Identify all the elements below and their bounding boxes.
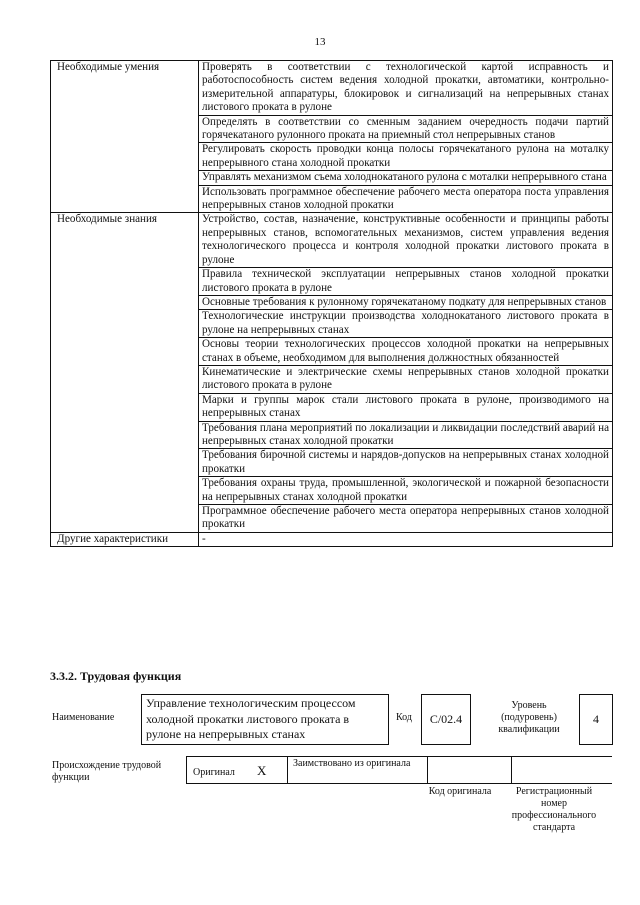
table-row xyxy=(51,61,613,116)
level-box xyxy=(579,694,613,745)
knowledge-item: Основные требования к рулонному горячекатаному подкату для непрерывных станов xyxy=(199,295,613,309)
code-box xyxy=(421,694,471,745)
skills-header: Необходимые умения xyxy=(51,61,199,213)
name-box xyxy=(141,694,389,745)
knowledge-item: Программное обеспечение рабочего места оператора непрерывных станов холодной прокатки xyxy=(199,505,613,533)
knowledge-item: Требования бирочной системы и нарядов-допусков на непрерывных станах холодной прокатки xyxy=(199,449,613,477)
knowledge-item: Марки и группы марок стали листового проката в рулоне, производимого на непрерывных станах xyxy=(199,393,613,421)
orig-code-caption: Код оригинала xyxy=(428,786,492,797)
name-value: Управление технологическим процессом холодной прокатки листового проката в рулоне на непрерывных станах xyxy=(146,696,356,741)
table-row xyxy=(51,532,613,546)
other-value: - xyxy=(199,532,613,546)
knowledge-header: Необходимые знания xyxy=(51,213,199,532)
original-label: Оригинал xyxy=(193,767,235,778)
page-number: 13 xyxy=(314,36,326,48)
skills-item: Регулировать скорость проводки конца полосы горячекатаного рулона на моталку непрерывного стана холодной прокатки xyxy=(199,143,613,171)
knowledge-item: Требования плана мероприятий по локализации и ликвидации последствий аварий на непрерывных станах холодной прокатки xyxy=(199,421,613,449)
name-label: Наименование xyxy=(52,712,115,723)
knowledge-item: Технологические инструкции производства холоднокатаного листового проката в рулоне на непрерывных станах xyxy=(199,310,613,338)
code-value: C/02.4 xyxy=(429,712,463,726)
borrowed-label: Заимствовано из оригинала xyxy=(293,758,411,769)
reg-number-caption: Регистрационный номер профессионального стандарта xyxy=(511,786,597,833)
knowledge-item: Правила технической эксплуатации непрерывных станов холодной прокатки листового проката в рулоне xyxy=(199,268,613,296)
origin-box xyxy=(186,756,612,784)
origin-divider-3 xyxy=(511,756,512,784)
level-value: 4 xyxy=(593,712,599,726)
table-row xyxy=(51,213,613,268)
knowledge-item: Требования охраны труда, промышленной, экологической и пожарной безопасности на непрерывных станах холодной прокатки xyxy=(199,477,613,505)
skills-item: Проверять в соответствии с технологической картой исправность и работоспособность систем ведения холодной прокатки, автоматики, контрольно-измерительной аппаратуры, блокировок и сигнализаций на непрерывных станах листового проката в рулоне xyxy=(199,61,613,116)
requirements-table xyxy=(50,60,613,547)
other-header: Другие характеристики xyxy=(51,532,199,546)
knowledge-item: Устройство, состав, назначение, конструктивные особенности и принципы работы непрерывных станов, вспомогательных механизмов, систем управления ведения технологического процесса и контроля холодной прокатки листового проката в рулоне xyxy=(199,213,613,268)
skills-item: Определять в соответствии со сменным заданием очередность подачи партий горячекатаного рулонного проката на приемный стол непрерывных станов xyxy=(199,115,613,143)
origin-label: Происхождение трудовой функции xyxy=(52,760,162,783)
origin-divider-1 xyxy=(287,756,288,784)
origin-divider-2 xyxy=(427,756,428,784)
code-label: Код xyxy=(396,712,412,723)
skills-item: Управлять механизмом съема холоднокатаного рулона с моталки непрерывного стана xyxy=(199,171,613,185)
level-label: Уровень (подуровень) квалификации xyxy=(498,700,560,735)
original-mark: X xyxy=(257,763,267,778)
knowledge-item: Основы теории технологических процессов холодной прокатки на непрерывных станах в объеме, необходимом для выполнения должностных обязанностей xyxy=(199,338,613,366)
skills-item: Использовать программное обеспечение рабочего места оператора поста управления непрерывных станов холодной прокатки xyxy=(199,185,613,213)
section-title: 3.3.2. Трудовая функция xyxy=(50,669,182,683)
knowledge-item: Кинематические и электрические схемы непрерывных станов холодной прокатки листового проката в рулоне xyxy=(199,365,613,393)
